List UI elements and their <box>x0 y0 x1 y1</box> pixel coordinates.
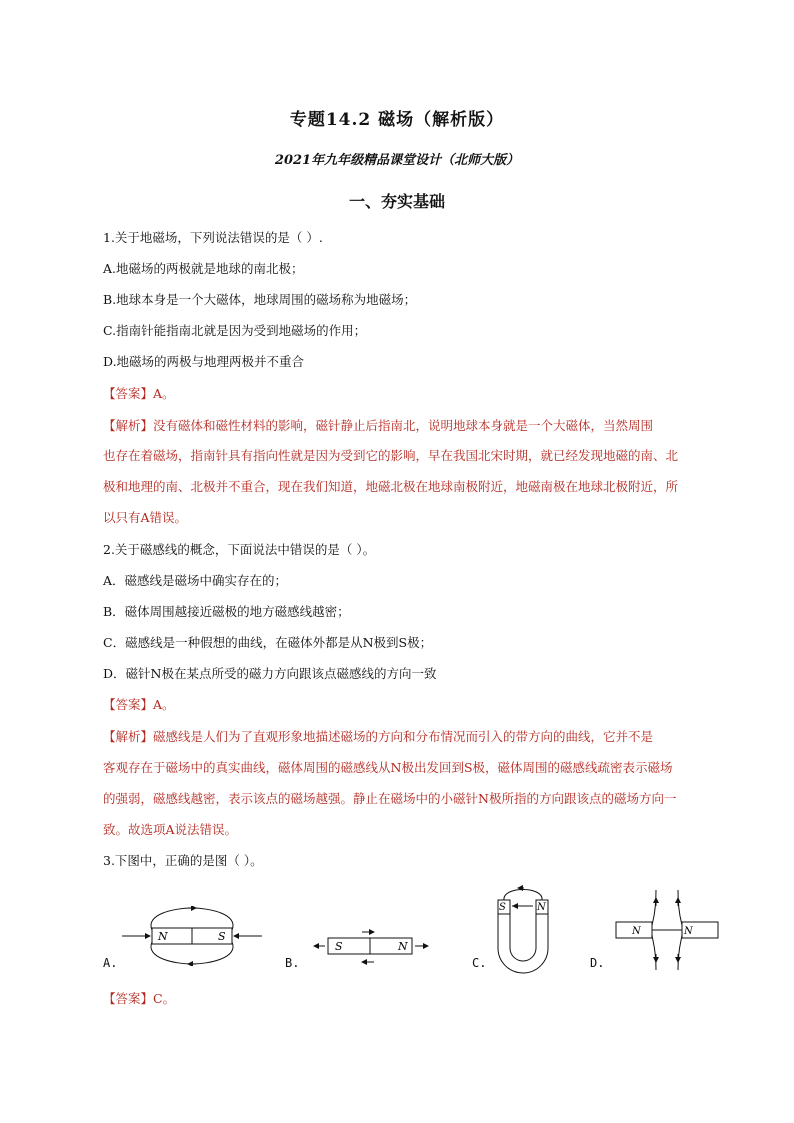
question-2-option-a: A．磁感线是磁场中确实存在的； <box>103 573 288 588</box>
figure-b-label: B. <box>285 956 300 970</box>
question-1-option-b: B.地球本身是一个大磁体，地球周围的磁场称为地磁场； <box>103 292 417 307</box>
question-2-option-b: B．磁体周围越接近磁极的地方磁感线越密； <box>103 604 350 619</box>
question-1-option-d: D.地磁场的两极与地理两极并不重合 <box>103 354 305 369</box>
question-2-option-d: D．磁针N极在某点所受的磁力方向跟该点磁感线的方向一致 <box>103 666 437 681</box>
question-3-stem: 3.下图中，正确的是图（ ）。 <box>103 853 263 868</box>
question-1-option-a: A.地磁场的两极就是地球的南北极； <box>103 261 304 276</box>
question-2-analysis-line: 的强弱，磁感线越密，表示该点的磁场越强。静止在磁场中的小磁针N极所指的方向跟该点的磁场方向一 <box>103 791 677 806</box>
question-1-stem: 1.关于地磁场，下列说法错误的是（ ）. <box>103 230 323 245</box>
figure-d-pole-n-right: N <box>684 926 693 937</box>
section-heading: 一、夯实基础 <box>348 192 445 211</box>
figure-a-bar-magnet-field <box>120 906 270 966</box>
question-2-analysis-line: 致。故选项A说法错误。 <box>103 822 238 837</box>
figure-c-pole-s: S <box>499 902 506 913</box>
question-1-option-c: C.指南针能指南北就是因为受到地磁场的作用； <box>103 323 367 338</box>
figure-d-pole-n-left: N <box>632 926 641 937</box>
question-1-analysis-line: 也存在着磁场，指南针具有指向性就是因为受到它的影响，早在我国北宋时期，就已经发现地磁的南、北 <box>103 448 679 463</box>
question-2-answer: 【答案】A。 <box>103 697 175 712</box>
question-2-stem: 2.关于磁感线的概念，下面说法中错误的是（ ）。 <box>103 542 376 557</box>
question-1-analysis-line: 极和地理的南、北极并不重合，现在我们知道，地磁北极在地球南极附近，地磁南极在地球北极附近，所 <box>103 479 679 494</box>
figure-d-label: D. <box>590 956 605 970</box>
figure-c-horseshoe-magnet <box>488 884 558 974</box>
question-1-answer: 【答案】A。 <box>103 386 175 401</box>
figure-c-label: C. <box>472 956 487 970</box>
question-2-analysis-line: 客观存在于磁场中的真实曲线，磁体周围的磁感线从N极出发回到S极，磁体周围的磁感线疏密表示磁场 <box>103 760 673 775</box>
figure-b-pole-s: S <box>335 940 343 953</box>
question-1-analysis-line: 以只有A错误。 <box>103 510 188 525</box>
figure-a-label: A. <box>103 956 118 970</box>
figure-a-pole-n: N <box>158 930 168 943</box>
figure-b-bar-magnet <box>300 924 440 968</box>
question-3-answer: 【答案】C。 <box>103 991 176 1006</box>
question-1-analysis-line: 【解析】没有磁体和磁性材料的影响，磁针静止后指南北，说明地球本身就是一个大磁体，当然周围 <box>103 418 654 433</box>
page-title: 专题14.2 磁场（解析版） <box>289 110 505 130</box>
figure-a-pole-s: S <box>218 930 226 943</box>
figure-b-pole-n: N <box>398 940 408 953</box>
figure-d-two-magnets <box>612 888 722 972</box>
question-2-option-c: C．磁感线是一种假想的曲线，在磁体外都是从N极到S极； <box>103 635 433 650</box>
page-subtitle: 2021年九年级精品课堂设计（北师大版） <box>274 153 520 168</box>
figure-c-pole-n: N <box>537 902 546 913</box>
question-2-analysis-line: 【解析】磁感线是人们为了直观形象地描述磁场的方向和分布情况而引入的带方向的曲线，它并不是 <box>103 729 654 744</box>
